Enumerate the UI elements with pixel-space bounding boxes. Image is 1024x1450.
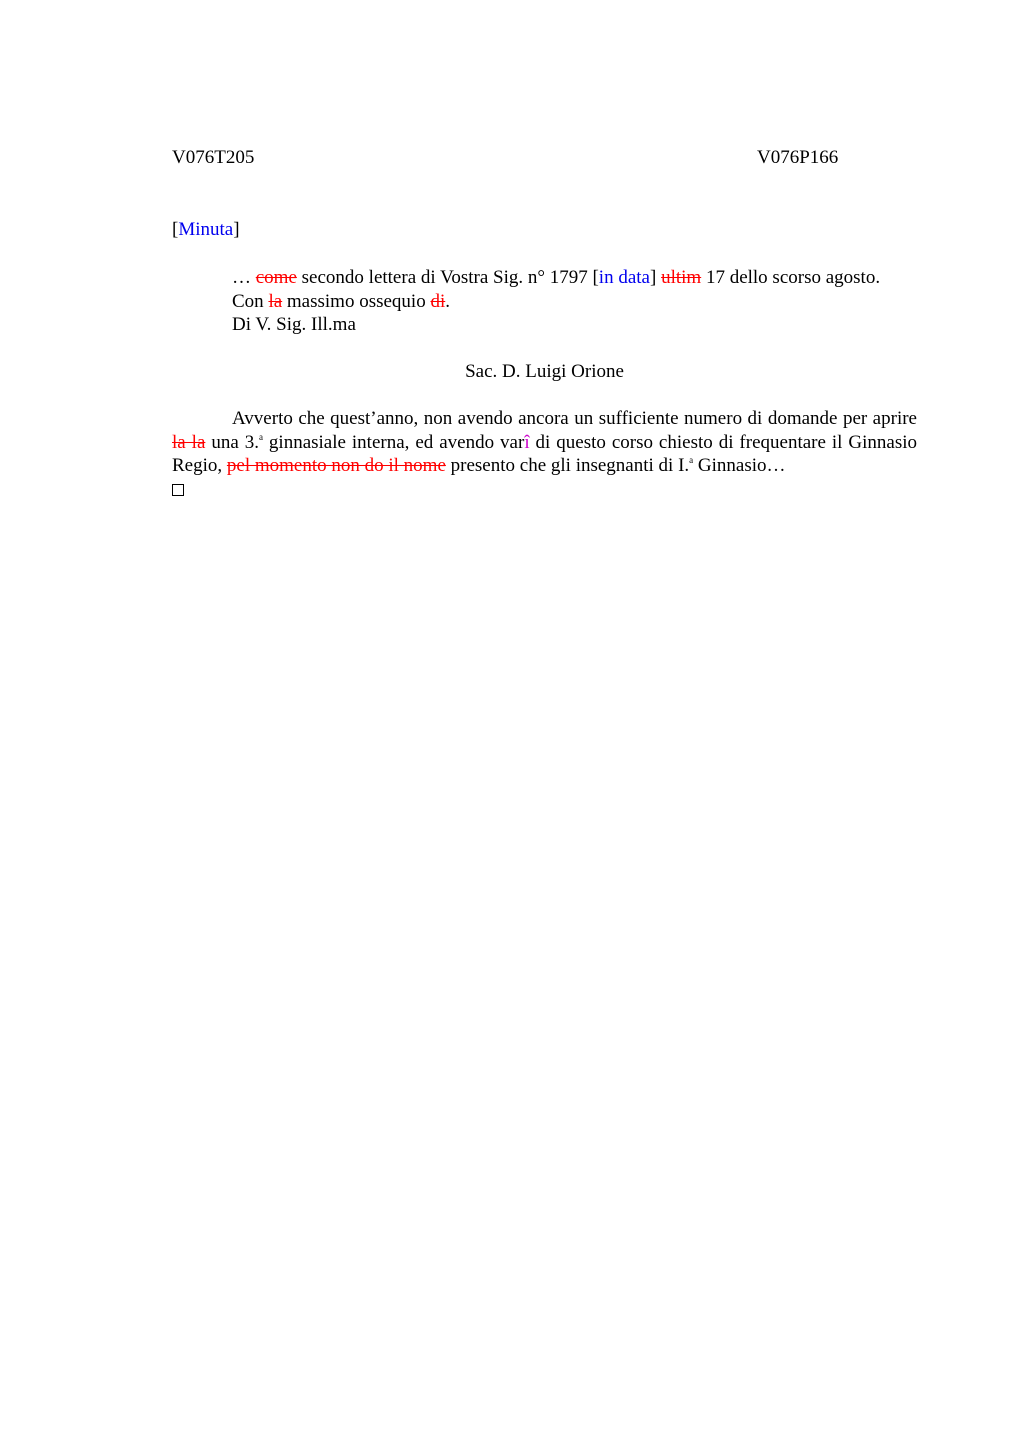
text-run: presento che gli insegnanti di I.: [445, 455, 690, 476]
text-run: 17 dello scorso agosto.: [701, 267, 881, 288]
deleted-text: pel momento non do il nome: [226, 455, 446, 476]
label-bracket-open: [: [172, 219, 179, 240]
page-reference-id: V076P166: [757, 147, 839, 168]
text-run: ]: [649, 267, 662, 288]
text-run: …: [232, 267, 256, 288]
text-run: .: [445, 290, 450, 312]
paragraph-postscript: [172, 407, 917, 478]
header-references: [172, 146, 917, 170]
text-run: una 3.: [205, 431, 259, 453]
deleted-text: di: [430, 290, 446, 312]
text-run: massimo ossequio: [282, 290, 431, 312]
end-marker: [172, 478, 917, 503]
emendation-mark: î: [524, 431, 530, 453]
document-page: [172, 146, 917, 476]
signature: [172, 360, 917, 384]
deleted-text: la: [268, 290, 283, 312]
document-type-label: [172, 218, 240, 242]
text-reference-id: V076T205: [172, 147, 255, 168]
text-run: Ginnasio…: [693, 455, 786, 476]
letter-body: [172, 266, 917, 502]
square-icon: [172, 484, 184, 496]
text-run: ginnasiale interna, ed avendo var: [262, 431, 525, 453]
paragraph-reference-letter: [172, 266, 917, 290]
paragraph-closing: [172, 290, 917, 314]
superscript: a: [689, 455, 694, 465]
deleted-text: come: [255, 267, 297, 288]
editorial-insertion: in data: [598, 267, 650, 288]
text-run: Avverto che quest’anno, non avendo ancora un sufficiente numero di domande per aprire: [232, 408, 917, 429]
label-text: Minuta: [178, 219, 234, 240]
label-bracket-close: ]: [233, 219, 240, 240]
deleted-text: ultim: [661, 267, 702, 288]
deleted-text: la la: [172, 431, 206, 453]
signature-text: Sac. D. Luigi Orione: [465, 361, 624, 382]
superscript: a: [258, 431, 263, 442]
text-run: Di V. Sig. Ill.ma: [232, 314, 356, 335]
text-run: secondo lettera di Vostra Sig. n° 1797 [: [296, 267, 599, 288]
text-run: Con: [232, 290, 269, 312]
paragraph-salutation: [172, 313, 917, 337]
text-run: di questo corso chiesto di frequentare il Ginnasio Regio,: [172, 431, 917, 476]
